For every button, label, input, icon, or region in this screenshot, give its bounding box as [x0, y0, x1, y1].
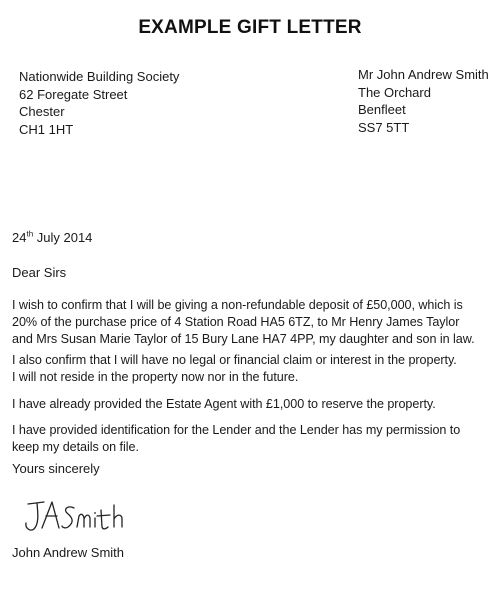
- date-month-year: July 2014: [33, 230, 93, 245]
- signer-name: John Andrew Smith: [12, 545, 125, 560]
- paragraph-estate-agent: [12, 396, 496, 413]
- paragraph-line: I have provided identification for the Lender and the Lender has my permission to: [12, 423, 461, 437]
- letter-date: [12, 230, 92, 245]
- sender-address: [358, 66, 489, 136]
- paragraph-identification: [12, 422, 496, 456]
- recipient-city: Chester: [19, 104, 65, 119]
- paragraph-no-claim: [12, 352, 496, 386]
- paragraph-line: keep my details on file.: [12, 440, 139, 454]
- sender-town: Benfleet: [358, 102, 406, 117]
- salutation: Dear Sirs: [12, 265, 67, 280]
- sender-house: The Orchard: [358, 84, 431, 100]
- paragraph-line: 20% of the purchase price of 4 Station Road HA5 6TZ, to Mr Henry James Taylor: [12, 315, 460, 329]
- sender-name: Mr John Andrew Smith: [358, 67, 489, 82]
- sender-postcode: SS7 5TT: [358, 119, 410, 135]
- letter-title: EXAMPLE GIFT LETTER: [138, 17, 362, 38]
- date-day: 24: [12, 230, 27, 245]
- recipient-postcode: CH1 1HT: [19, 121, 74, 137]
- recipient-street: 62 Foregate Street: [19, 86, 128, 102]
- paragraph-line: and Mrs Susan Marie Taylor of 15 Bury Lane HA7 4PP, my daughter and son in law.: [12, 332, 475, 346]
- date-suffix: th: [26, 229, 34, 239]
- paragraph-line: I will not reside in the property now nor in the future.: [12, 370, 299, 384]
- paragraph-line: I wish to confirm that I will be giving a non-refundable deposit of £50,000, which is: [12, 298, 463, 312]
- paragraph-line: I have already provided the Estate Agent with £1,000 to reserve the property.: [12, 397, 436, 411]
- handwritten-signature: [22, 496, 162, 536]
- paragraph-line: I also confirm that I will have no legal or financial claim or interest in the property.: [12, 353, 457, 367]
- closing: Yours sincerely: [12, 461, 100, 476]
- recipient-address: [19, 68, 179, 138]
- paragraph-deposit: [12, 297, 496, 348]
- recipient-name: Nationwide Building Society: [19, 69, 180, 84]
